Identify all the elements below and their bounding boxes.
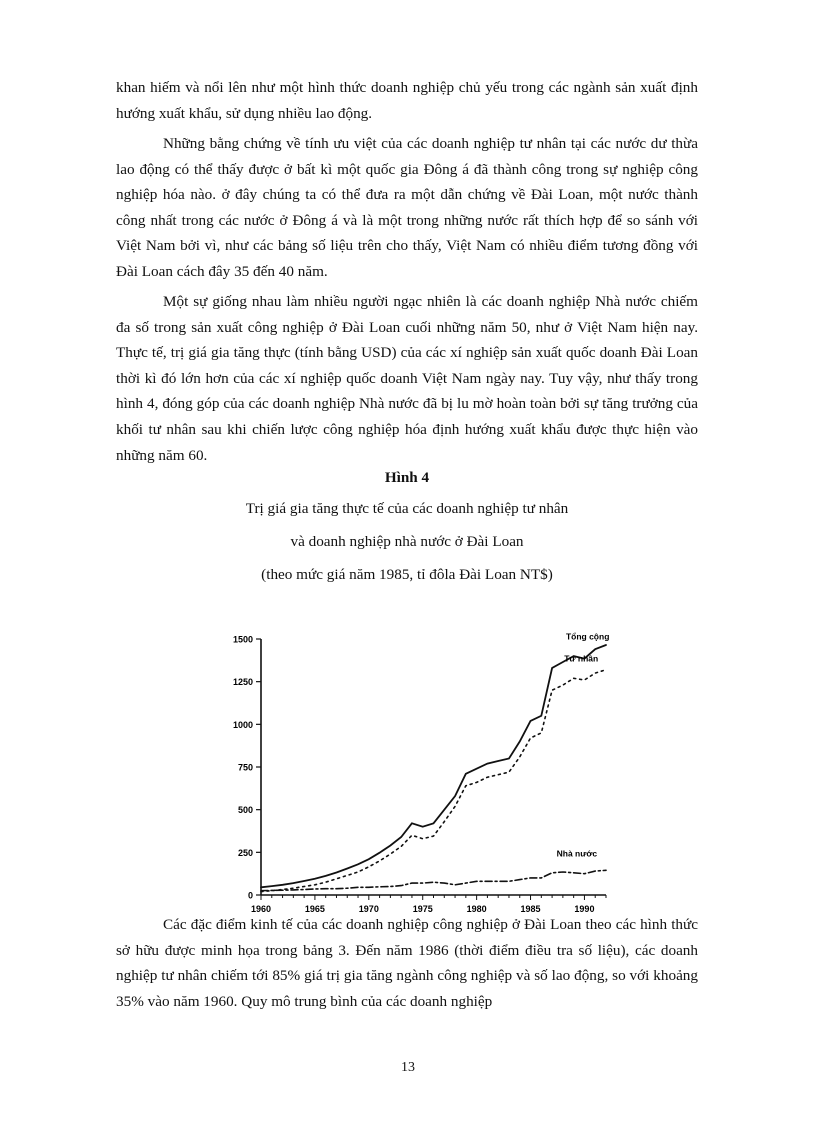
series-line-1 [261, 645, 606, 887]
x-tick-label: 1965 [304, 904, 325, 914]
page-number: 13 [401, 1060, 415, 1075]
series-line-3 [261, 870, 606, 890]
paragraph-3 [116, 289, 698, 468]
y-tick-label: 1000 [232, 719, 253, 730]
x-tick-label: 1970 [358, 904, 379, 914]
x-tick-label: 1990 [574, 904, 595, 914]
y-tick-label: 750 [237, 762, 253, 773]
series-label-3: Nhà nước [556, 848, 598, 859]
x-tick-label: 1980 [466, 904, 487, 914]
paragraph-1 [116, 75, 698, 126]
figure-title: Hình 4 [384, 469, 430, 486]
x-tick-label: 1960 [250, 904, 272, 914]
paragraph-2-text: Những bằng chứng về tính ưu việt của các doanh nghiệp tư nhân tại các nước dư thừa lao động có thể thấy được ở bất kì một quốc gia Đông á đã thành công trong sự nghiệp công nghiệp hóa nào. ở đây chúng ta có thể đưa ra một dẫn chứng về Đài Loan, một nước thành công nhất trong các nước ở Đông á và là một trong những nước rất thích hợp để so sánh với Việt Nam bởi vì, như các bảng số liệu trên cho thấy, Việt Nam có nhiều điểm tương đồng với Đài Loan cách đây 35 đến 40 năm. [116, 135, 698, 280]
x-tick-label: 1975 [412, 904, 433, 914]
figure-caption-line-2: và doanh nghiệp nhà nước ở Đài Loan [290, 533, 524, 550]
figure-caption-line-3: (theo mức giá năm 1985, tỉ đôla Đài Loan NT$) [261, 566, 553, 583]
x-tick-label: 1985 [520, 904, 541, 914]
y-tick-label: 500 [237, 805, 253, 816]
series-line-2 [261, 670, 606, 892]
paragraph-1-text: khan hiếm và nổi lên như một hình thức doanh nghiệp chủ yếu trong các ngành sản xuất định hướng xuất khẩu, sử dụng nhiều lao động. [116, 79, 698, 122]
chart-series [261, 645, 606, 892]
y-tick-label: 1500 [232, 634, 253, 645]
figure-caption-line-1: Trị giá gia tăng thực tế của các doanh nghiệp tư nhân [245, 500, 569, 517]
paragraph-4 [116, 912, 698, 1014]
line-chart [214, 622, 614, 922]
y-tick-label: 1250 [232, 677, 253, 688]
y-tick-label: 0 [247, 890, 253, 901]
series-label-2: Tư nhân [564, 653, 599, 664]
chart-series-labels [557, 631, 610, 858]
paragraph-3-text: Một sự giống nhau làm nhiều người ngạc nhiên là các doanh nghiệp Nhà nước chiếm đa số trong sản xuất công nghiệp ở Đài Loan cuối những năm 50, như ở Việt Nam hiện nay. Thực tế, trị giá gia tăng thực (tính bằng USD) của các xí nghiệp sản xuất quốc doanh Đài Loan thời kì đó lớn hơn của các xí nghiệp quốc doanh Việt Nam ngày nay. Tuy vậy, như thấy trong hình 4, đóng góp của các doanh nghiệp Nhà nước đã bị lu mờ hoàn toàn bởi sự tăng trưởng của khối tư nhân sau khi chiến lược công nghiệp hóa định hướng xuất khẩu được thực hiện vào những năm 60. [116, 293, 698, 464]
y-tick-label: 250 [237, 847, 253, 858]
paragraph-4-text: Các đặc điểm kinh tế của các doanh nghiệp công nghiệp ở Đài Loan theo các hình thức sở hữu được minh họa trong bảng 3. Đến năm 1986 (thời điểm điều tra số liệu), các doanh nghiệp tư nhân chiếm tới 85% giá trị gia tăng ngành công nghiệp và số lao động, so với khoảng 35% vào năm 1960. Quy mô trung bình của các doanh nghiệp [116, 916, 698, 1010]
paragraph-2 [116, 131, 698, 285]
series-label-1: Tổng cộng [565, 631, 610, 642]
